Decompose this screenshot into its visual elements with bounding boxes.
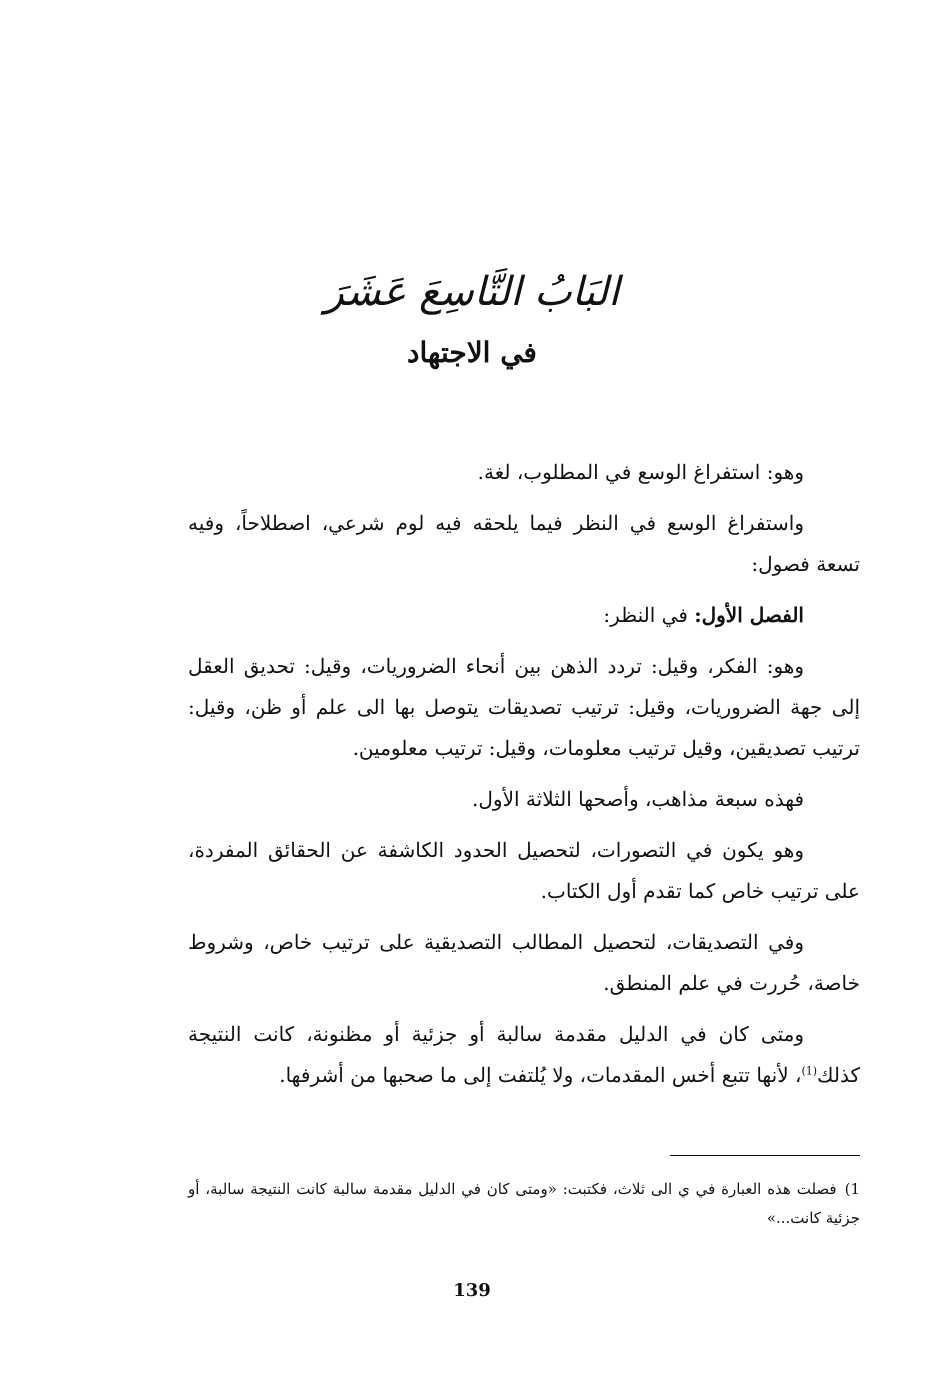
paragraph-premises [188, 1014, 860, 1096]
paragraph-definition-technical: واستفراغ الوسع في النظر فيما يلحقه فيه لوم شرعي، اصطلاحاً، وفيه تسعة فصول: [188, 511, 860, 576]
paragraph-seven-schools: فهذه سبعة مذاهب، وأصحها الثلاثة الأول. [472, 787, 804, 811]
chapter-title: البَابُ التَّاسِعَ عَشَرَ [324, 269, 620, 315]
section-heading-paragraph [188, 595, 860, 636]
paragraph-conceptions: وهو يكون في التصورات، لتحصيل الحدود الكاشفة عن الحقائق المفردة، على ترتيب خاص كما تقدم أول الكتاب. [188, 838, 860, 903]
page-number: 139 [453, 1280, 491, 1301]
paragraph-premises-text: ومتى كان في الدليل مقدمة سالبة أو جزئية أو مظنونة، كانت النتيجة كذلك [188, 1022, 860, 1087]
footnote-reference[interactable]: (1) [801, 1064, 818, 1078]
paragraph-nazar-definitions: وهو: الفكر، وقيل: تردد الذهن بين أنحاء الضروريات، وقيل: تحديق العقل إلى جهة الضروريات، وقيل: ترتيب تصديقات يتوصل بها الى علم أو ظن، وقيل: ترتيب تصديقين، وقيل ترتيب معلومات، وقيل: ترتيب معلومين. [188, 654, 860, 760]
section-title: في النظر: [603, 603, 695, 627]
paragraph-definition-linguistic: وهو: استفراغ الوسع في المطلوب، لغة. [477, 460, 804, 484]
body-text [188, 452, 860, 1106]
footnote-marker: 1) [844, 1180, 861, 1198]
paragraph-premises-text-end: ، لأنها تتبع أخس المقدمات، ولا يُلتفت إلى ما صحبها من أشرفها. [279, 1063, 802, 1087]
footnote-text: فصلت هذه العبارة في ي الى ثلاث، فكتبت: «ومتى كان في الدليل مقدمة سالبة كانت النتيجة سالبة، أو جزئية كانت...» [188, 1180, 860, 1227]
footnote-divider [670, 1155, 860, 1156]
paragraph-assents: وفي التصديقات، لتحصيل المطالب التصديقية على ترتيب خاص، وشروط خاصة، حُررت في علم المنطق. [188, 930, 860, 995]
footnote [188, 1175, 860, 1233]
section-heading: الفصل الأول: [694, 603, 804, 627]
chapter-subtitle: في الاجتهاد [407, 336, 537, 369]
